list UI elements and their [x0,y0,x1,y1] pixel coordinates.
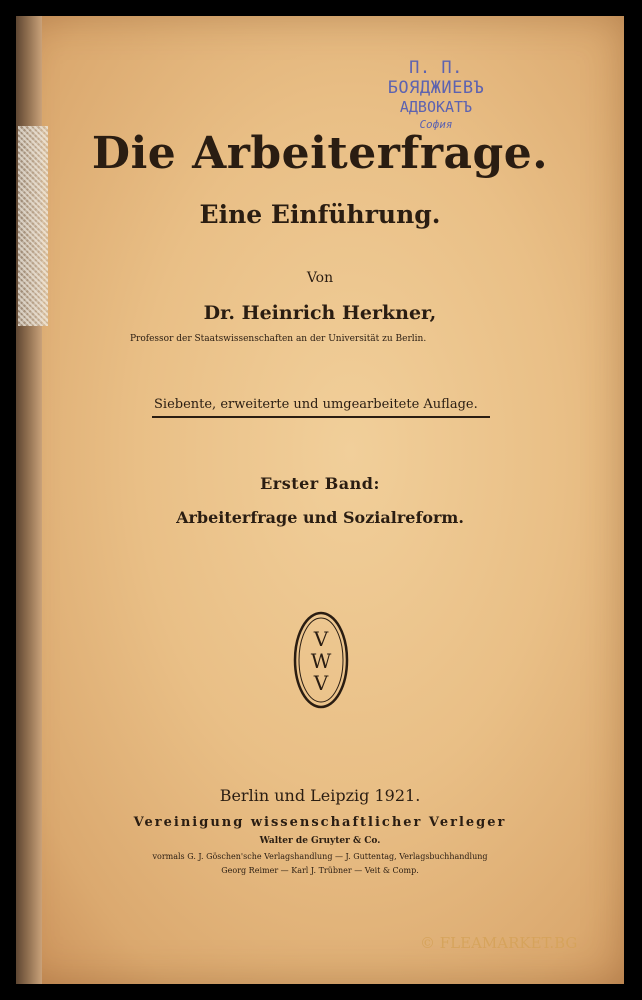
author-affiliation: Professor der Staatswissenschaften an der Universität zu Berlin. [130,334,427,344]
stamp-name: П. П. БОЯДЖИЕВЪ [387,58,485,98]
by-label: Von [306,270,334,286]
publisher-logo-icon [293,610,349,710]
imprint-publisher-sub: Walter de Gruyter & Co. [259,836,381,846]
stamp-city: София [419,118,453,131]
stamp-profession: АДВОКАТЪ [399,98,473,116]
logo-letter-3: V [313,671,329,695]
volume-title: Arbeiterfrage und Sozialreform. [176,508,464,527]
edition-underline [152,416,490,418]
imprint-line-1: vormals G. J. Göschen'sche Verlagshandlung — J. Guttentag, Verlagsbuchhandlung [152,852,488,861]
imprint-publisher: Vereinigung wissenschaftlicher Verleger [133,815,507,830]
book-subtitle: Eine Einführung. [199,200,441,229]
site-watermark: © FLEAMARKET.BG [420,934,578,952]
logo-letter-1: V [313,627,329,651]
volume-label: Erster Band: [260,474,380,493]
ownership-stamp [356,58,516,131]
imprint-place-year: Berlin und Leipzig 1921. [219,786,421,805]
edition-note: Siebente, erweiterte und umgearbeitete Auflage. [154,397,478,412]
imprint-line-2: Georg Reimer — Karl J. Trübner — Veit & Comp. [221,866,419,875]
logo-letter-2: W [310,649,332,673]
author-name: Dr. Heinrich Herkner, [203,302,437,324]
book-title: Die Arbeiterfrage. [91,128,549,179]
